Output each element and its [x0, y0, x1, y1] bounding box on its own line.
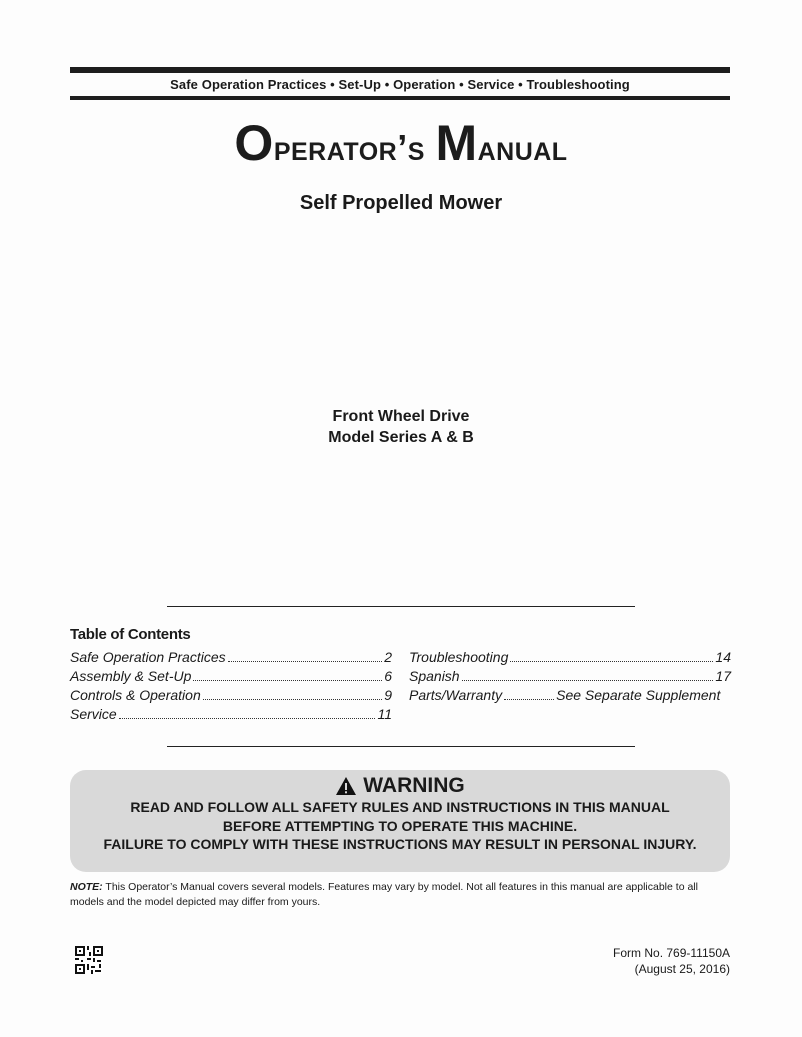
- toc-leader: [193, 669, 382, 681]
- toc-entry-page: 17: [715, 668, 731, 684]
- warning-title: WARNING: [363, 774, 465, 797]
- divider-top: [167, 606, 635, 607]
- warning-line-3: FAILURE TO COMPLY WITH THESE INSTRUCTIONS MAY RESULT IN PERSONAL INJURY.: [103, 836, 697, 852]
- warning-triangle-icon: [335, 776, 357, 796]
- toc-entry-page: 14: [715, 649, 731, 665]
- note-label: NOTE:: [70, 881, 103, 893]
- toc-entry-label: Controls & Operation: [70, 687, 201, 703]
- toc-entry-label: Spanish: [409, 668, 460, 684]
- topic-band-text: Safe Operation Practices • Set-Up • Operation • Service • Troubleshooting: [170, 77, 630, 92]
- title-word-1: perator’s: [273, 127, 425, 168]
- toc-entry[interactable]: [70, 687, 392, 706]
- topic-band: [70, 67, 730, 100]
- warning-heading: [70, 774, 730, 798]
- toc-heading: Table of Contents: [70, 626, 191, 643]
- toc-entry-label: Service: [70, 706, 117, 722]
- title-initial-2: M: [435, 115, 478, 171]
- toc-entry-label: Safe Operation Practices: [70, 649, 226, 665]
- toc-entry[interactable]: [70, 706, 392, 725]
- note-paragraph: [70, 880, 732, 910]
- toc-leader: [119, 707, 376, 719]
- warning-line-2: BEFORE ATTEMPTING TO OPERATE THIS MACHINE.: [222, 817, 578, 834]
- title-initial-1: O: [234, 115, 274, 171]
- toc-leader: [228, 650, 383, 662]
- toc-entry-page: 6: [384, 668, 392, 684]
- form-number: Form No. 769-11150A: [613, 946, 730, 960]
- page-title: [0, 114, 802, 172]
- toc-leader: [203, 688, 382, 700]
- warning-line-1: READ AND FOLLOW ALL SAFETY RULES AND INSTRUCTIONS IN THIS MANUAL: [130, 799, 670, 815]
- toc-entry-label: Parts/Warranty: [409, 687, 503, 703]
- toc-entry[interactable]: [409, 668, 731, 687]
- toc-entry[interactable]: [70, 668, 392, 687]
- note-text: This Operator’s Manual covers several models. Features may vary by model. Not all features in this manual are applicable to all models and the model depicted may differ from yours.: [70, 881, 698, 908]
- toc-entry-page: 9: [384, 687, 392, 703]
- toc-leader: [504, 688, 554, 700]
- toc-right-column: [409, 649, 731, 706]
- toc-entry-page: 11: [377, 706, 392, 722]
- product-subtitle: Self Propelled Mower: [299, 192, 503, 214]
- drive-type: Front Wheel Drive: [332, 408, 470, 425]
- toc-leader: [510, 650, 713, 662]
- qr-code-icon: [75, 946, 103, 974]
- form-date: (August 25, 2016): [634, 962, 730, 976]
- toc-entry-page: See Separate Supplement: [556, 687, 721, 703]
- toc-entry-page: 2: [384, 649, 392, 665]
- toc-entry-label: Assembly & Set-Up: [70, 668, 192, 684]
- warning-box: [70, 770, 730, 872]
- toc-leader: [462, 669, 714, 681]
- toc-entry[interactable]: [409, 687, 731, 706]
- toc-entry-label: Troubleshooting: [409, 649, 509, 665]
- title-word-2: anual: [477, 127, 568, 168]
- model-info: [0, 406, 802, 448]
- toc-entry[interactable]: [409, 649, 731, 668]
- toc-left-column: [70, 649, 392, 725]
- model-series: Model Series A & B: [328, 429, 474, 446]
- divider-bottom: [167, 746, 635, 747]
- toc-entry[interactable]: [70, 649, 392, 668]
- form-number-block: [613, 945, 730, 977]
